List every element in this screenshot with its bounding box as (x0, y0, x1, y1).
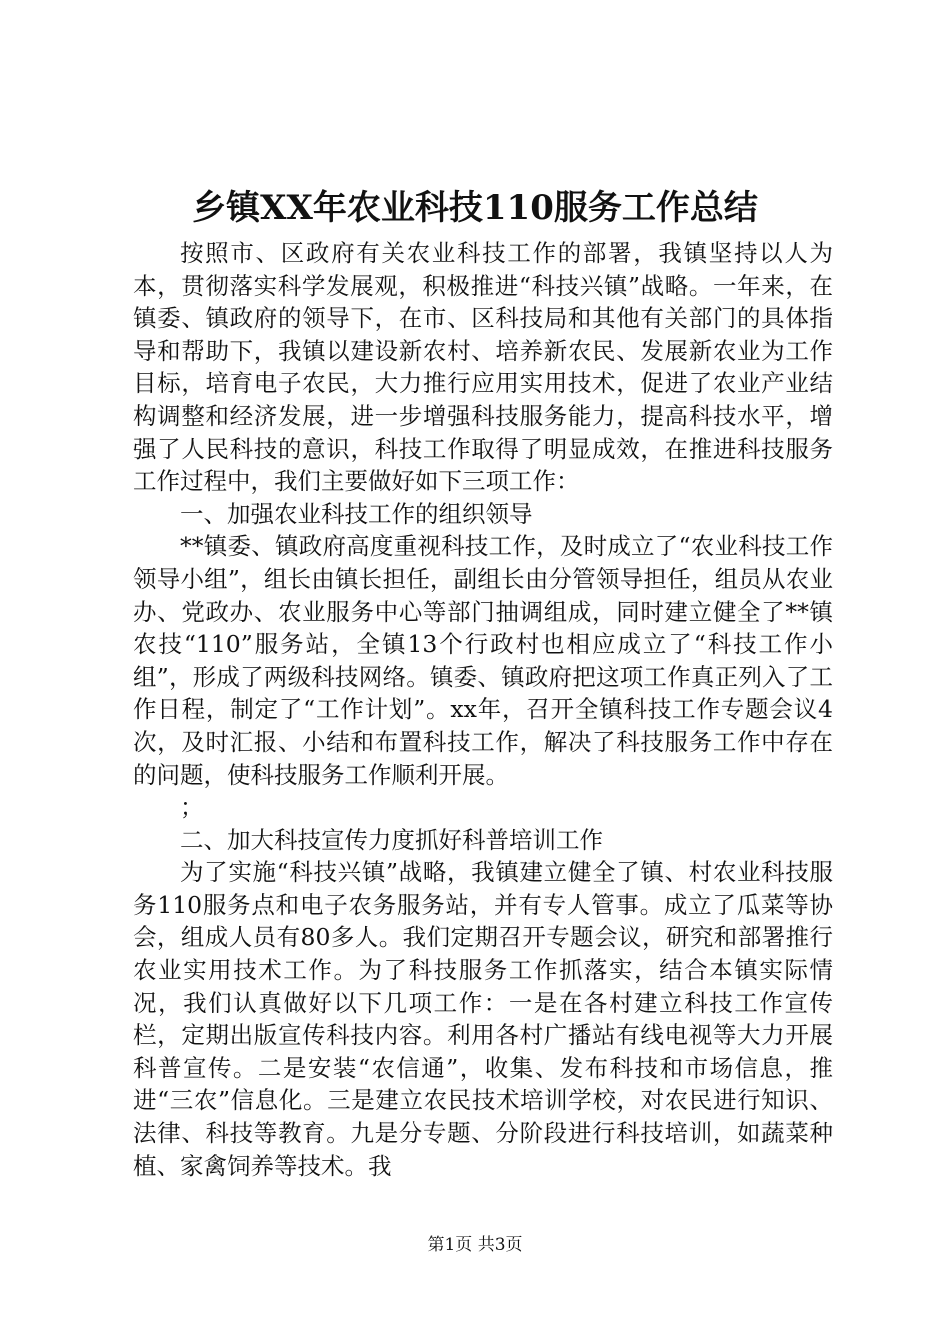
page-footer: 第1页 共3页 (427, 1235, 523, 1255)
document-title: 乡镇XX年农业科技110服务工作总结 (192, 188, 758, 228)
section-2-paragraph: 为了实施“科技兴镇”战略，我镇建立健全了镇、村农业科技服务110服务点和电子农务服务站，并有专人管事。成立了瓜菜等协会，组成人员有80多人。我们定期召开专题会议，研究和部署推行农业实用技术工作。为了科技服务工作抓落实，结合本镇实际情况，我们认真做好以下几项工作：一是在各村建立科技工作宣传栏，定期出版宣传科技内容。利用各村广播站有线电视等大力开展科普宣传。二是安装“农信通”，收集、发布科技和市场信息，推进“三农”信息化。三是建立农民技术培训学校，对农民进行知识、法律、科技等教育。九是分专题、分阶段进行科技培训，如蔬菜种植、家禽饲养等技术。我 (133, 858, 833, 1180)
section-heading-2: 二、加大科技宣传力度抓好科普培训工作 (180, 825, 603, 854)
stray-punctuation-line: ； (180, 793, 204, 822)
section-heading-1: 一、加强农业科技工作的组织领导 (180, 499, 533, 528)
document-body (133, 237, 833, 1182)
section-1-paragraph: **镇委、镇政府高度重视科技工作，及时成立了“农业科技工作领导小组”，组长由镇长担任，副组长由分管领导担任，组员从农业办、党政办、农业服务中心等部门抽调组成，同时建立健全了**镇农技“110”服务站，全镇13个行政村也相应成立了“科技工作小组”，形成了两级科技网络。镇委、镇政府把这项工作真正列入了工作日程，制定了“工作计划”。xx年，召开全镇科技工作专题会议4次，及时汇报、小结和布置科技工作，解决了科技服务工作中存在的问题，使科技服务工作顺利开展。 (133, 532, 833, 789)
intro-paragraph: 按照市、区政府有关农业科技工作的部署，我镇坚持以人为本，贯彻落实科学发展观，积极推进“科技兴镇”战略。一年来，在镇委、镇政府的领导下，在市、区科技局和其他有关部门的具体指导和帮助下，我镇以建设新农村、培养新农民、发展新农业为工作目标，培育电子农民，大力推行应用实用技术，促进了农业产业结构调整和经济发展，进一步增强科技服务能力，提高科技水平，增强了人民科技的意识，科技工作取得了明显成效，在推进科技服务工作过程中，我们主要做好如下三项工作： (133, 239, 833, 496)
